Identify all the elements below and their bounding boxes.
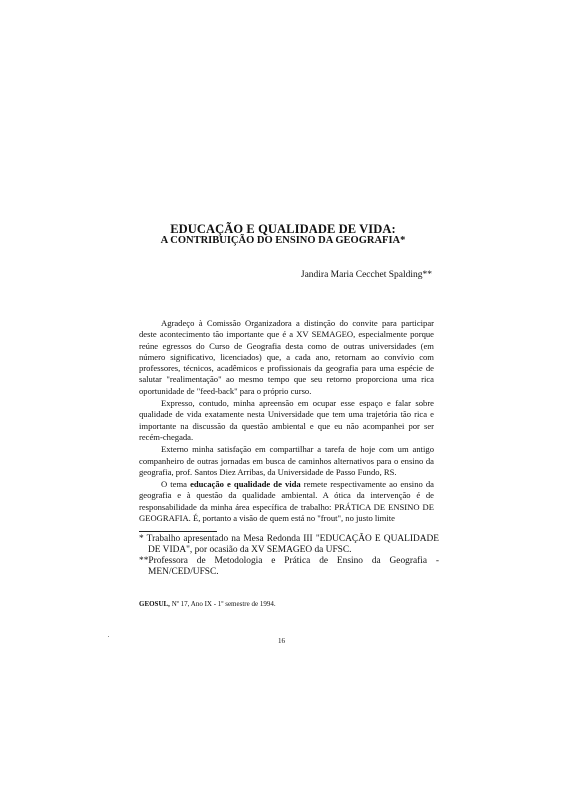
article-subtitle: A CONTRIBUIÇÃO DO ENSINO DA GEOGRAFIA*	[160, 235, 406, 246]
page-number: 16	[278, 637, 285, 645]
paragraph-4-start: O tema	[161, 479, 191, 490]
footnotes	[139, 534, 439, 578]
paragraph-2: Expresso, contudo, minha apreensão em ocupar esse espaço e falar sobre qualidade de vida exatamente nesta Universidade que tem uma trajetória tão rica e importante na discussão da questão ambiental e que eu não acompanhei por ser recém-chegada.	[139, 398, 434, 442]
paragraph-3: Externo minha satisfação em compartilhar a tarefa de hoje com um antigo companheiro de outras jornadas em busca de caminhos alternativos para o ensino da geografia, prof. Santos Diez Arribas, da Universidade de Passo Fundo, RS.	[139, 444, 434, 477]
body-text	[139, 318, 434, 524]
scan-speck	[108, 636, 109, 637]
paragraph-4	[139, 479, 434, 524]
footnote-2: **Professora de Metodologia e Prática de Ensino da Geografia - MEN/CED/UFSC.	[139, 556, 439, 577]
paragraph-1: Agradeço à Comissão Organizadora a distinção do convite para participar deste acontecimento tão importante que é a XV SEMAGEO, especialmente porque reúne egressos do Curso de Geografia desta como de outras universidades (em número significativo, licenciados) que, a cada ano, retornam ao convívio com professores, técnicos, acadêmicos e profissionais da geografia para uma espécie de salutar "realimentação" ao mesmo tempo que seu retorno proporciona uma rica oportunidade de "feed-back" para o próprio curso.	[139, 318, 434, 396]
footnote-1: * Trabalho apresentado na Mesa Redonda III "EDUCAÇÃO E QUALIDADE DE VIDA", por ocasião da XV SEMAGEO da UFSC.	[139, 534, 439, 555]
footnote-divider	[139, 531, 217, 532]
article-title: EDUCAÇÃO E QUALIDADE DE VIDA:	[170, 222, 396, 236]
journal-issue: Nº 17, Ano IX - 1º semestre de 1994.	[169, 600, 276, 608]
author-name: Jandira Maria Cecchet Spalding**	[300, 270, 432, 280]
paragraph-4-rest: remete respectivamente ao ensino da geografia e à questão da qualidade ambiental. A ótica da intervenção é de responsabilidade da minha área específica de trabalho: PRÁTICA DE ENSINO DE GEOGRAFIA. É, portanto a visão de quem está no "frout", no justo limite	[139, 479, 434, 524]
journal-citation	[139, 600, 276, 608]
journal-name: GEOSUL,	[139, 600, 170, 608]
paragraph-4-bold-theme: educação e qualidade de vida	[190, 479, 301, 490]
